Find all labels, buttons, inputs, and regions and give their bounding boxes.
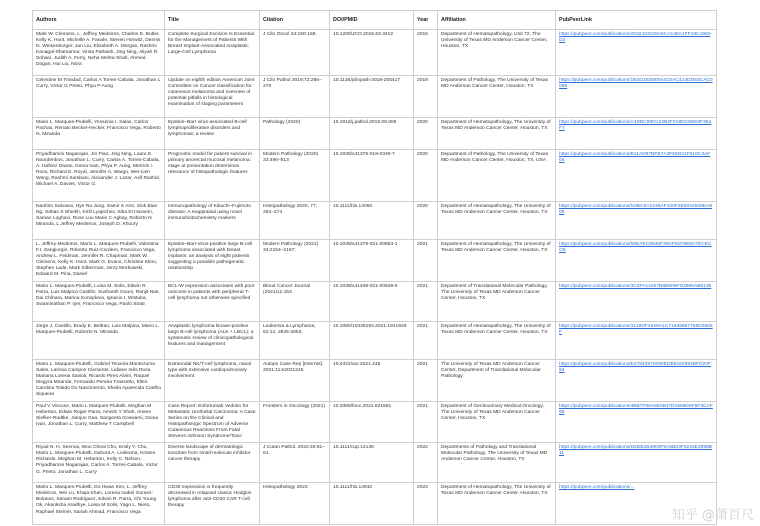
cell-year: 2019	[414, 76, 438, 118]
cell-citation: Leukemia & Lymphoma, 62:12, 2845-2853,	[260, 322, 330, 360]
cell-citation: Histopathology 2023	[260, 483, 330, 525]
cell-year: 2021	[414, 322, 438, 360]
cell-doi: 10.1038/s41379-019-0340-7	[330, 150, 414, 202]
cell-year: 2021	[414, 360, 438, 402]
table-row	[33, 118, 717, 150]
cell-year: 2022	[414, 443, 438, 483]
cell-year: 2020	[414, 118, 438, 150]
header-citation: Citation	[260, 11, 330, 30]
cell-affiliation: Department of Hematopathology, The University of Texas MD Anderson Cancer Center, Houston, TX	[438, 240, 556, 282]
header-authors: Authors	[33, 11, 165, 30]
cell-authors: Celestine M Trinidad, Carlos A Torres-Cabala, Jonathan L Curry, Victor G Prieto, Phyu P Aung	[33, 76, 165, 118]
cell-year: 2023	[414, 483, 438, 525]
cell-affiliation: Department of Translational Molecular Pathology, The University of Texas MD Anderson Cancer Center, Houston, TX	[438, 282, 556, 322]
cell-affiliation: The University of Texas MD Anderson Cancer Center, Department of Translational Molecular Pathology	[438, 360, 556, 402]
cell-citation: J Clin Pathol 2019;72:265–270	[260, 76, 330, 118]
cell-year: 2021	[414, 282, 438, 322]
cell-authors: Paul V Viscuse, Mario L Marques-Piubelli, Meghan M Heberton, Edwin Roger Parra, Amishi Y Shah, Ariane Siefker-Radtke, Jianjun Gao, Sangeeta Goswami, Doina Ivan, Jonathan L. Curry, Matthew T Campbell	[33, 401, 165, 443]
table-row	[33, 240, 717, 282]
cell-authors: Mario L. Marques-Piubelli, Gabriel Teixeira Montezuma Sales, Larissa Campos Clemente, Lidiane Inês Rosa Mariana Lorena Savioli, Ricardo Pires Alvim, Raquel Mogyra Miranda, Fernando Pereira Frassetto, Ellen Carolina Toledo Do Nascimento, Sheila Aparecida Coelho Siqueira	[33, 360, 165, 402]
cell-title: Diverse landscape of dermatologic toxicities from small-molecule inhibitor cancer therapy	[165, 443, 260, 483]
cell-doi: 10.1016/j.pathol.2019.09.006	[330, 118, 414, 150]
cell-title: Extranodal NK/T-cell lymphoma, nasal type with extensive cardiopulmonary involvement	[165, 360, 260, 402]
cell-doi: 10.1200/JCO.2015.63.3412	[330, 30, 414, 76]
cell-affiliation: Department of Hematopathology, The University of Texas MD Anderson Cancer Center, Houston, TX	[438, 322, 556, 360]
pubpeer-link[interactable]: https://pubpeer.com/publications/D5DB2B4900F9A5B03F0244E3898B11	[556, 443, 717, 483]
cell-affiliation: Department of Pathology, The University of Texas MD Anderson Cancer Center, Houston, TX	[438, 76, 556, 118]
cell-citation: Modern Pathology (2020) 33:496–513	[260, 150, 330, 202]
cell-title: CD30 expression is frequently decreased in relapsed classic Hodgkin lymphoma after anti-CD30 CAR T-cell therapy	[165, 483, 260, 525]
cell-authors: Mario L. Marques-Piubelli, Do Hwan Kim, L. Jeffrey Medeiros, Wei Lu, Khaja Khan, Lorena Isabel Gomez-Bolanos, Sanam Rodriguez, Edwin R. Parra, Chi Young Ok, Akanksha Aradhye, Luisa M Solis, Yago L. Nieto, Raphael Steiner, Sairah Ahmad, Francisco Vega	[33, 483, 165, 525]
cell-doi: 10.4322/acr.2021.245	[330, 360, 414, 402]
cell-title: Epstein–Barr-virus-positive large B-cell lymphoma associated with breast implants: an analysis of eight patients suggesting a possible pathogenetic relationship	[165, 240, 260, 282]
cell-title: Update on eighth edition American Joint Committee on Cancer classification for cutaneous melanoma and overview of potential pitfalls in histological examination of staging parameters	[165, 76, 260, 118]
header-title: Title	[165, 11, 260, 30]
cell-title: Immunopathology of Kikuchi–Fujimoto disease: A reappraisal using novel immunohistochemistry markers	[165, 202, 260, 240]
cell-citation: Autops Case Rep [Internet]. 2021;11:e2021245	[260, 360, 330, 402]
cell-authors: Mario L. Marques-Piubelli, Luisa M. Solis, Edwin R. Parra, Luis Malpica Castillo, Sushanth Gouni, Ranjit Nair, Dai Chihara, Marina Konopleva, Ignacio I. Wistuba, Swaminathan P. Iyer, Francisco Vega, Paolo Strati	[33, 282, 165, 322]
cell-authors: L. Jeffrey Medeiros, Mario L. Marques-Piubelli, Valentina F.I. Sangiorgio, Roberto Ruiz-Cordero, Francisco Vega, Andrew L. Feldman, Jennifer R. Chapman, Mark W. Clemens, Kelly K. Hunt, Mark G. Evans, Christine Kkoo, Stephen Lade, Mark Silberman, Jerzy Morkowski, Edward M. Pina, Daniel	[33, 240, 165, 282]
cell-doi: 10.1080/10428194.2021.1941929	[330, 322, 414, 360]
pubpeer-link[interactable]: https://pubpeer.com/publications/B11AD97BFB7A3F65D21F618C3AF04	[556, 150, 717, 202]
pubpeer-link[interactable]: https://pubpeer.com/publications/1B2D1ED80044C0AC414DD63CAC0095	[556, 76, 717, 118]
table-row	[33, 202, 717, 240]
table-row	[33, 282, 717, 322]
table-row	[33, 483, 717, 525]
cell-title: Complete Surgical Excision Is Essential for the Management of Patients With Breast Implant-Associated Anaplastic Large-Cell Lymphoma	[165, 30, 260, 76]
cell-doi: 10.1038/s41408-021-00549-6	[330, 282, 414, 322]
cell-year: 2021	[414, 240, 438, 282]
cell-authors: Riyad N. H. Seervai, Woo Cheal Cho, Emily Y. Chu, Mario L. Marques-Piubelli, Debora A. Ledesma, Kristen Richards, Meghan M. Heberton, Kelly C. Nelson, Priyadharsini Nagarajan, Carlos A. Torres-Cabala, Victor G. Prieto, Jonathan L. Curry	[33, 443, 165, 483]
table-row	[33, 30, 717, 76]
pubpeer-link[interactable]: https://pubpeer.com/publications/59EAEC8846F49AF91F8E8A7ECECCE	[556, 240, 717, 282]
watermark: 知乎 @萧百尺	[671, 508, 754, 523]
cell-doi: 10.1111/cup.14145	[330, 443, 414, 483]
cell-doi: 10.1038/s41379-021-00863-1	[330, 240, 414, 282]
cell-citation: J Cutan Pathol. 2022;49:61–81.	[260, 443, 330, 483]
cell-affiliation: Department of Hematopathology, The University of Texas MD Anderson Cancer Center, Houston, TX	[438, 202, 556, 240]
cell-affiliation: Department of Pathology, The University of Texas MD Anderson Cancer Center, Houston, TX, USA	[438, 150, 556, 202]
cell-citation: Pathology (2020)	[260, 118, 330, 150]
cell-title: Prognostic model for patient survival in primary anorectal mucosal melanoma: stage at presentation determines relevance of histopathologic features	[165, 150, 260, 202]
cell-authors: Naohiro Sukowai, Hye Ra Jung, Samir S Amr, Siok Bian Ng, Sahas S Sheikh, Kirill Lyapichev, Siba El Hussein, Saman Loghavi, Rose Lou Marie C Agbay, Roberto N Miranda, L Jeffrey Medeiros, Joseph D. Khoury	[33, 202, 165, 240]
publication-table	[32, 10, 717, 525]
cell-title: BCL-W expression associates with poor outcome in patients with peripheral T-cell lymphoma not otherwise specified	[165, 282, 260, 322]
pubpeer-link[interactable]: https://pubpeer.com/publications/2032423228A6CA138A1FF18C1960D3	[556, 30, 717, 76]
table-row	[33, 443, 717, 483]
cell-authors: Mark W. Clemens, L. Jeffrey Medeiros, Charles E. Butler, Kelly K. Hunt, Michelle A. Fanale, Steven Horwitz, Dennis D. Weisenburger, Jun Liu, Elizabeth A. Morgan, Rashmi Kanagal-Shamanna, Vinita Parkash, Jing Ning, Aliyah R. Sohani, Judith A. Ferry, Neha Mehta-Shah, Ahmed Dogan, Hui Liu, Nora	[33, 30, 165, 76]
cell-citation: Frontiers in Oncology (2021)	[260, 401, 330, 443]
cell-doi: 10.3389/fonc.2021.621591	[330, 401, 414, 443]
header-year: Year	[414, 11, 438, 30]
cell-year: 2020	[414, 150, 438, 202]
cell-authors: Mario L. Marques-Piubelli, Yessenia I. Salas, Carlos Pachas, Renato Becker-Hecker, Francisco Vega, Roberto N. Miranda	[33, 118, 165, 150]
cell-citation: Blood Cancer Journal (2021)11:153	[260, 282, 330, 322]
cell-affiliation: Department of Hematopathology, Unit 72, The University of Texas MD Anderson Cancer Center, Houston, TX	[438, 30, 556, 76]
cell-title: Epstein–Barr virus-associated B-cell lymphoproliferative disorders and lymphomas: a review	[165, 118, 260, 150]
table-row	[33, 360, 717, 402]
cell-year: 2016	[414, 30, 438, 76]
cell-title: Case Report: Enfortumab Vedotin for Metastatic Urothelial Carcinoma: A Case Series on the Clinical and Histopathologic Spectrum of Adverse Cutaneous Reactions From Fatal Stevens-Johnson Syndrome/Toxic	[165, 401, 260, 443]
cell-citation: Histopathology 2020, 77, 262–274	[260, 202, 330, 240]
table-row	[33, 401, 717, 443]
cell-doi: 10.1111/his.14910	[330, 483, 414, 525]
cell-title: Anaplastic lymphoma kinase-positive large B-cell lymphoma (ALK + LBCL): a systematic review of clinicopathological features and management	[165, 322, 260, 360]
pubpeer-link[interactable]: https://pubpeer.com/publications/1DBC6A1236AF420F2E5034559EA908	[556, 202, 717, 240]
cell-year: 2021	[414, 401, 438, 443]
publication-sheet	[32, 10, 716, 525]
header-affiliation: Affiliation	[438, 11, 556, 30]
cell-doi: 10.1111/his.14050	[330, 202, 414, 240]
table-row	[33, 76, 717, 118]
table-row	[33, 150, 717, 202]
header-pubpeer-link: PubPeerLink	[556, 11, 717, 30]
pubpeer-link[interactable]: https://pubpeer.com/publications/3C3FA14267B6B508FD3695AB9105	[556, 282, 717, 322]
cell-affiliation: Department of Hematopathology, The University of Texas MD Anderson Cancer Center, Houston, TX	[438, 483, 556, 525]
cell-affiliation: Department of Genitourinary Medical Oncology, The University of Texas MD Anderson Cancer Center, Houston, TX	[438, 401, 556, 443]
cell-doi: 10.1136/jclinpath-2018-205417	[330, 76, 414, 118]
pubpeer-link[interactable]: https://pubpeer.com/publications/E27843972095EDB9162954BFD20F94	[556, 360, 717, 402]
pubpeer-link[interactable]: https://pubpeer.com/publications/A4DBC98D123B2F018DC5EE8F354F7	[556, 118, 717, 150]
pubpeer-link[interactable]: https://pubpeer.com/publications/3122DF4929A1C71639867758D3826F	[556, 322, 717, 360]
cell-authors: Priyadharsini Nagarajan, Jin Piao, Jing Ning, Laura E. Noordenbos, Jonathan L. Curry, Carlos A. Torres-Cabala, A. Hafeez Diwan, Doina Ivan, Phyu P. Aung, Merrick I. Ross, Richard E. Royal, Jennifer A. Wargo, Wei-Lien Wang, Rashmi Sambani, Alexander J. Lazar, Asif Rashid, Michael A. Davies, Victor G.	[33, 150, 165, 202]
cell-affiliation: Departments of Pathology and Translational Molecular Pathology, The University of Texas MD Anderson Cancer Center, Houston, TX	[438, 443, 556, 483]
pubpeer-link[interactable]: https://pubpeer.com/publications/...	[556, 483, 717, 525]
cell-authors: Jorge J. Castillo, Brady E. Beltran, Luis Malpica, Mario L. Marques-Piubelli, Roberto N. Miranda	[33, 322, 165, 360]
cell-affiliation: Department of Hematopathology, The University of Texas MD Anderson Cancer Center, Houston, TX	[438, 118, 556, 150]
pubpeer-link[interactable]: https://pubpeer.com/publications/4BB7F00A5E0847D1989D6F8F3CAF95	[556, 401, 717, 443]
cell-citation: Modern Pathology (2021) 34:2154–2167;	[260, 240, 330, 282]
cell-year: 2020	[414, 202, 438, 240]
table-row	[33, 322, 717, 360]
cell-citation: J Clin Oncol 34:160-168.	[260, 30, 330, 76]
header-row	[33, 11, 717, 30]
header-doi: DOI/PMID	[330, 11, 414, 30]
